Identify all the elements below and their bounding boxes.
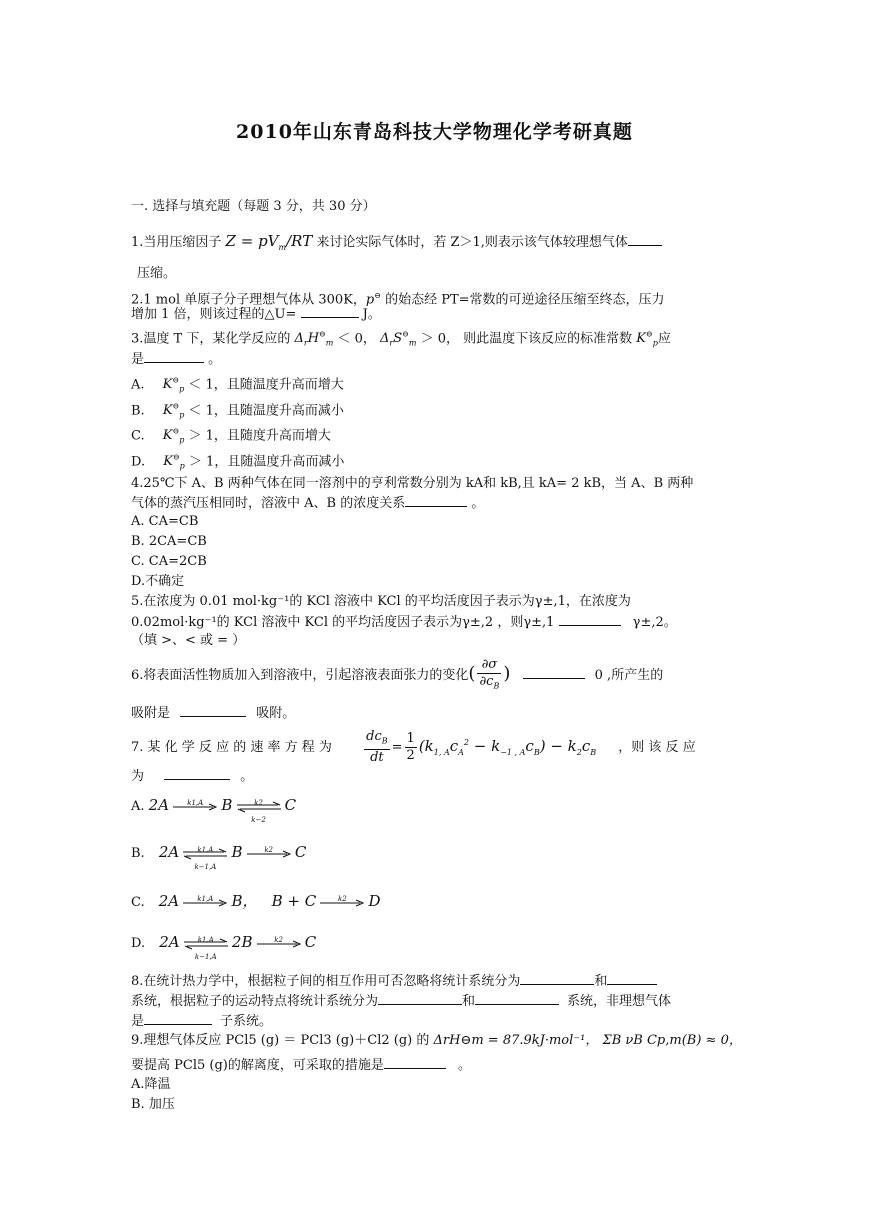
section-heading: 一. 选择与填充题（每题 3 分，共 30 分） xyxy=(131,199,376,214)
q9-line2 xyxy=(131,1056,471,1075)
q8-line1-a: 8.在统计热力学中，根据粒子间的相互作用可否忽略将统计系统分为 xyxy=(131,974,521,989)
q8-line3 xyxy=(131,1012,272,1031)
q3-s-r: r xyxy=(389,338,394,348)
q6-line2-b: 吸附。 xyxy=(256,706,296,721)
question-5: 5.在浓度为 0.01 mol·kg⁻¹的 KCl 溶液中 KCl 的平均活度因子表示为γ±,1，在浓度为 xyxy=(131,594,631,609)
q2-line1-a: 2.1 mol 单原子分子理想气体从 300K， xyxy=(131,292,366,308)
question-1 xyxy=(131,232,662,257)
q2-line1-b: 的始态经 PT=常数的可逆途径压缩至终态，压力 xyxy=(385,292,665,308)
q7-species: 2A xyxy=(158,892,180,910)
q5-blank[interactable] xyxy=(559,613,621,626)
q2-line2-b: J。 xyxy=(362,307,381,322)
q8-blank-4[interactable] xyxy=(475,992,559,1005)
q3-line2-b: 。 xyxy=(208,352,222,367)
q7-species: B， xyxy=(231,892,258,910)
q8-line2-c: 系统，非理想气体 xyxy=(567,994,672,1009)
q7-lhs-den: dt xyxy=(370,750,384,766)
q3-line2-a: 是 xyxy=(131,352,145,367)
q3-k: K xyxy=(636,331,646,347)
q1-blank[interactable] xyxy=(628,233,662,246)
q3-option-text: ＜ 1，且随温度升高而增大 xyxy=(188,377,344,393)
q8-line2-a: 系统，根据粒子的运动特点将统计系统分为 xyxy=(131,994,379,1009)
q9-enthalpy: ΔrH⊖m = 87.9kJ·mol⁻¹， xyxy=(433,1033,599,1048)
q2-blank[interactable] xyxy=(301,305,359,318)
q8-line1-b: 和 xyxy=(594,974,608,989)
q2-line2 xyxy=(131,305,381,324)
q9-line2-a: 要提高 PCl5 (g)的解离度，可采取的措施是 xyxy=(131,1058,384,1073)
q7-half-den: 2 xyxy=(406,748,415,763)
q3-option-label: B. xyxy=(131,403,145,419)
forward-arrow-icon: k2 xyxy=(257,937,301,951)
forward-arrow-icon: k2 xyxy=(247,847,291,861)
q9-text-a: 9.理想气体反应 PCl5 (g) ＝ PCl3 (g)＋Cl2 (g) 的 xyxy=(131,1033,430,1048)
q7-text-b: ，则 该 反 应 xyxy=(618,740,696,755)
q7-option-d[interactable] xyxy=(131,933,317,961)
q9-blank[interactable] xyxy=(384,1056,446,1069)
q4-option-c[interactable]: C. CA=2CB xyxy=(131,554,207,569)
q3-option-text: ＞ 1，且随度升高而增大 xyxy=(188,428,331,444)
q3-option-k: $K^⊖_p$ xyxy=(163,453,185,471)
q3-option-label: D. xyxy=(131,454,146,470)
q7-option-c[interactable] xyxy=(131,892,381,912)
q7-rate-expression: $(k_{1, A}c_A^2 - k_{-1 , A}c_B) - k_2c_B$ xyxy=(418,737,597,757)
q2-p-symbol: p xyxy=(365,292,375,308)
q7-species: 2A xyxy=(148,796,170,814)
q9-option-b[interactable]: B. 加压 xyxy=(131,1097,175,1112)
q3-line2 xyxy=(131,350,221,369)
q4-line2-b: 。 xyxy=(471,496,485,511)
q3-s-m: m xyxy=(408,338,417,348)
question-9 xyxy=(131,1032,742,1050)
q7-option-label: A. xyxy=(131,799,145,814)
q7-option-label: B. xyxy=(131,846,145,861)
q9-line2-b: 。 xyxy=(458,1058,472,1073)
q6-blank-2[interactable] xyxy=(180,704,246,717)
page-title: 2010年山东青岛科技大学物理化学考研真题 xyxy=(236,121,633,143)
q7-species: C xyxy=(294,843,307,861)
q4-option-a[interactable]: A. CA=CB xyxy=(131,514,199,529)
q7-species: 2A xyxy=(159,933,180,951)
q7-species: 2A xyxy=(158,843,180,861)
q9-option-a[interactable]: A.降温 xyxy=(131,1077,171,1092)
q1-formula-sub: m xyxy=(278,243,287,252)
q6-line2-a: 吸附是 xyxy=(131,706,171,721)
q7-species: D xyxy=(368,892,381,910)
q3-text-a: 3.温度 T 下，某化学反应的 xyxy=(131,331,291,347)
q8-blank-3[interactable] xyxy=(378,992,462,1005)
q3-option-label: C. xyxy=(131,428,145,444)
q6-text-b: 0 ,所产生的 xyxy=(594,668,664,683)
q6-blank[interactable] xyxy=(523,666,585,679)
q6-derivative xyxy=(477,657,501,695)
q3-option-label: A. xyxy=(131,377,145,393)
q8-blank-2[interactable] xyxy=(607,972,657,985)
q3-blank[interactable] xyxy=(144,350,204,363)
forward-arrow-icon: k2 xyxy=(320,896,364,910)
q4-line2 xyxy=(131,494,484,513)
q3-option-d[interactable] xyxy=(131,449,344,476)
q7-option-label: D. xyxy=(131,936,146,951)
q2-p-sup: ⊖ xyxy=(374,291,381,300)
q3-k-sup: ⊖ xyxy=(646,330,653,339)
q3-k-tail: 应 xyxy=(657,331,671,347)
q3-h-m: m xyxy=(325,338,334,348)
q3-option-a[interactable] xyxy=(131,372,344,399)
q4-option-b[interactable]: B. 2CA=CB xyxy=(131,534,207,549)
q8-blank-1[interactable] xyxy=(520,972,594,985)
question-4: 4.25℃下 A、B 两种气体在同一溶剂中的亨利常数分别为 kA和 kB,且 kA= 2 kB，当 A、B 两种 xyxy=(131,476,694,491)
q3-option-text: ＜ 1，且随温度升高而减小 xyxy=(188,403,344,419)
q7-blank[interactable] xyxy=(164,767,230,780)
q7-species: B xyxy=(221,796,233,814)
q7-half-num: 1 xyxy=(406,731,415,746)
q8-line3-b: 子系统。 xyxy=(220,1014,273,1029)
q5-line2-a: 0.02mol·kg⁻¹的 KCl 溶液中 KCl 的平均活度因子表示为γ±,2 ，则γ±,1 xyxy=(131,615,555,630)
q7-option-b[interactable] xyxy=(131,843,307,871)
q8-line2-b: 和 xyxy=(462,994,476,1009)
q8-line3-a: 是 xyxy=(131,1014,145,1029)
q6-text-a: 6.将表面活性物质加入到溶液中，引起溶液表面张力的变化 xyxy=(131,668,469,683)
q3-s-S: S xyxy=(393,331,403,347)
q7-species: B xyxy=(231,843,243,861)
q1-prefix: 1.当用压缩因子 xyxy=(131,235,222,250)
q9-heat-capacity-sum: ΣB νB Cp,m(B) ≈ 0， xyxy=(602,1033,742,1048)
q7-species: C xyxy=(304,933,317,951)
q3-h-sup: ⊖ xyxy=(319,330,326,339)
question-8 xyxy=(131,972,657,991)
q4-blank[interactable] xyxy=(405,494,467,507)
q1-line2: 压缩。 xyxy=(137,266,177,281)
question-7 xyxy=(131,724,696,772)
q7-species: 2B xyxy=(231,933,253,951)
equilibrium-arrow-icon: k1,A k−1,A xyxy=(183,847,227,861)
q3-option-text: ＞ 1，且随温度升高而减小 xyxy=(188,454,345,470)
q7-lhs-num-sub: B xyxy=(381,736,388,746)
question-3 xyxy=(131,326,671,353)
q7-lhs-num: dc xyxy=(366,728,382,744)
q6-den: ∂c xyxy=(479,673,494,689)
q5-line3: （填 >、< 或 = ） xyxy=(131,633,246,648)
q6-line2 xyxy=(131,704,295,723)
q7-line2-b: 。 xyxy=(240,769,254,784)
q3-delta-s: Δ xyxy=(380,331,390,347)
q7-line2-a: 为 xyxy=(131,769,145,784)
q1-middle: 来讨论实际气体时，若 Z＞1,则表示该气体较理想气体 xyxy=(316,235,628,250)
q7-species: C xyxy=(284,796,297,814)
q3-s-sup: ⊖ xyxy=(402,330,409,339)
forward-arrow-icon: k1,A xyxy=(183,896,227,910)
forward-arrow-icon: k1,A xyxy=(173,800,217,814)
q1-formula-tail: /RT xyxy=(286,232,313,250)
q7-text-a: 7. 某 化 学 反 应 的 速 率 方 程 为 xyxy=(131,740,332,755)
q3-delta-h: Δ xyxy=(294,331,304,347)
q7-species: B + C xyxy=(271,892,317,910)
q3-s-cond: ＞ 0， 则此温度下该反应的标准常数 xyxy=(420,331,633,347)
q4-line2-a: 气体的蒸汽压相同时，溶液中 A、B 的浓度关系 xyxy=(131,496,406,511)
q3-option-c[interactable] xyxy=(131,423,331,450)
q8-blank-5[interactable] xyxy=(144,1012,212,1025)
q6-num: ∂σ xyxy=(477,657,501,674)
q1-formula: Z = pV xyxy=(225,232,279,250)
equilibrium-arrow-icon: k2 k−2 xyxy=(237,800,281,814)
q7-option-a[interactable] xyxy=(131,796,297,824)
question-6: 6.将表面活性物质加入到溶液中，引起溶液表面张力的变化( $\frac{\partial\sigma}{\partial c_B}$ ) 0 ,所产生的 xyxy=(131,655,663,695)
q7-option-label: C. xyxy=(131,895,145,910)
q3-h-cond: ＜ 0， xyxy=(337,331,376,347)
q8-line2 xyxy=(131,992,671,1011)
q3-option-k: $K^⊖_p$ xyxy=(162,376,185,394)
q5-line2-b: γ±,2。 xyxy=(632,615,677,630)
q5-line2 xyxy=(131,613,677,632)
q3-k-p: p xyxy=(652,338,658,348)
q3-option-k: $K^⊖_p$ xyxy=(162,402,185,420)
q3-option-b[interactable] xyxy=(131,398,344,425)
q2-line2-a: 增加 1 倍，则该过程的△U= xyxy=(131,307,297,322)
q4-option-d[interactable]: D.不确定 xyxy=(131,574,185,589)
q3-h-r: r xyxy=(303,338,308,348)
equilibrium-arrow-icon: k1,A k−1,A xyxy=(184,937,228,951)
q3-option-k: $K^⊖_p$ xyxy=(162,427,185,445)
q6-den-sub: B xyxy=(493,681,500,691)
q3-h-H: H xyxy=(307,331,320,347)
q7-eq: = xyxy=(391,740,403,755)
q7-line2 xyxy=(131,767,253,786)
